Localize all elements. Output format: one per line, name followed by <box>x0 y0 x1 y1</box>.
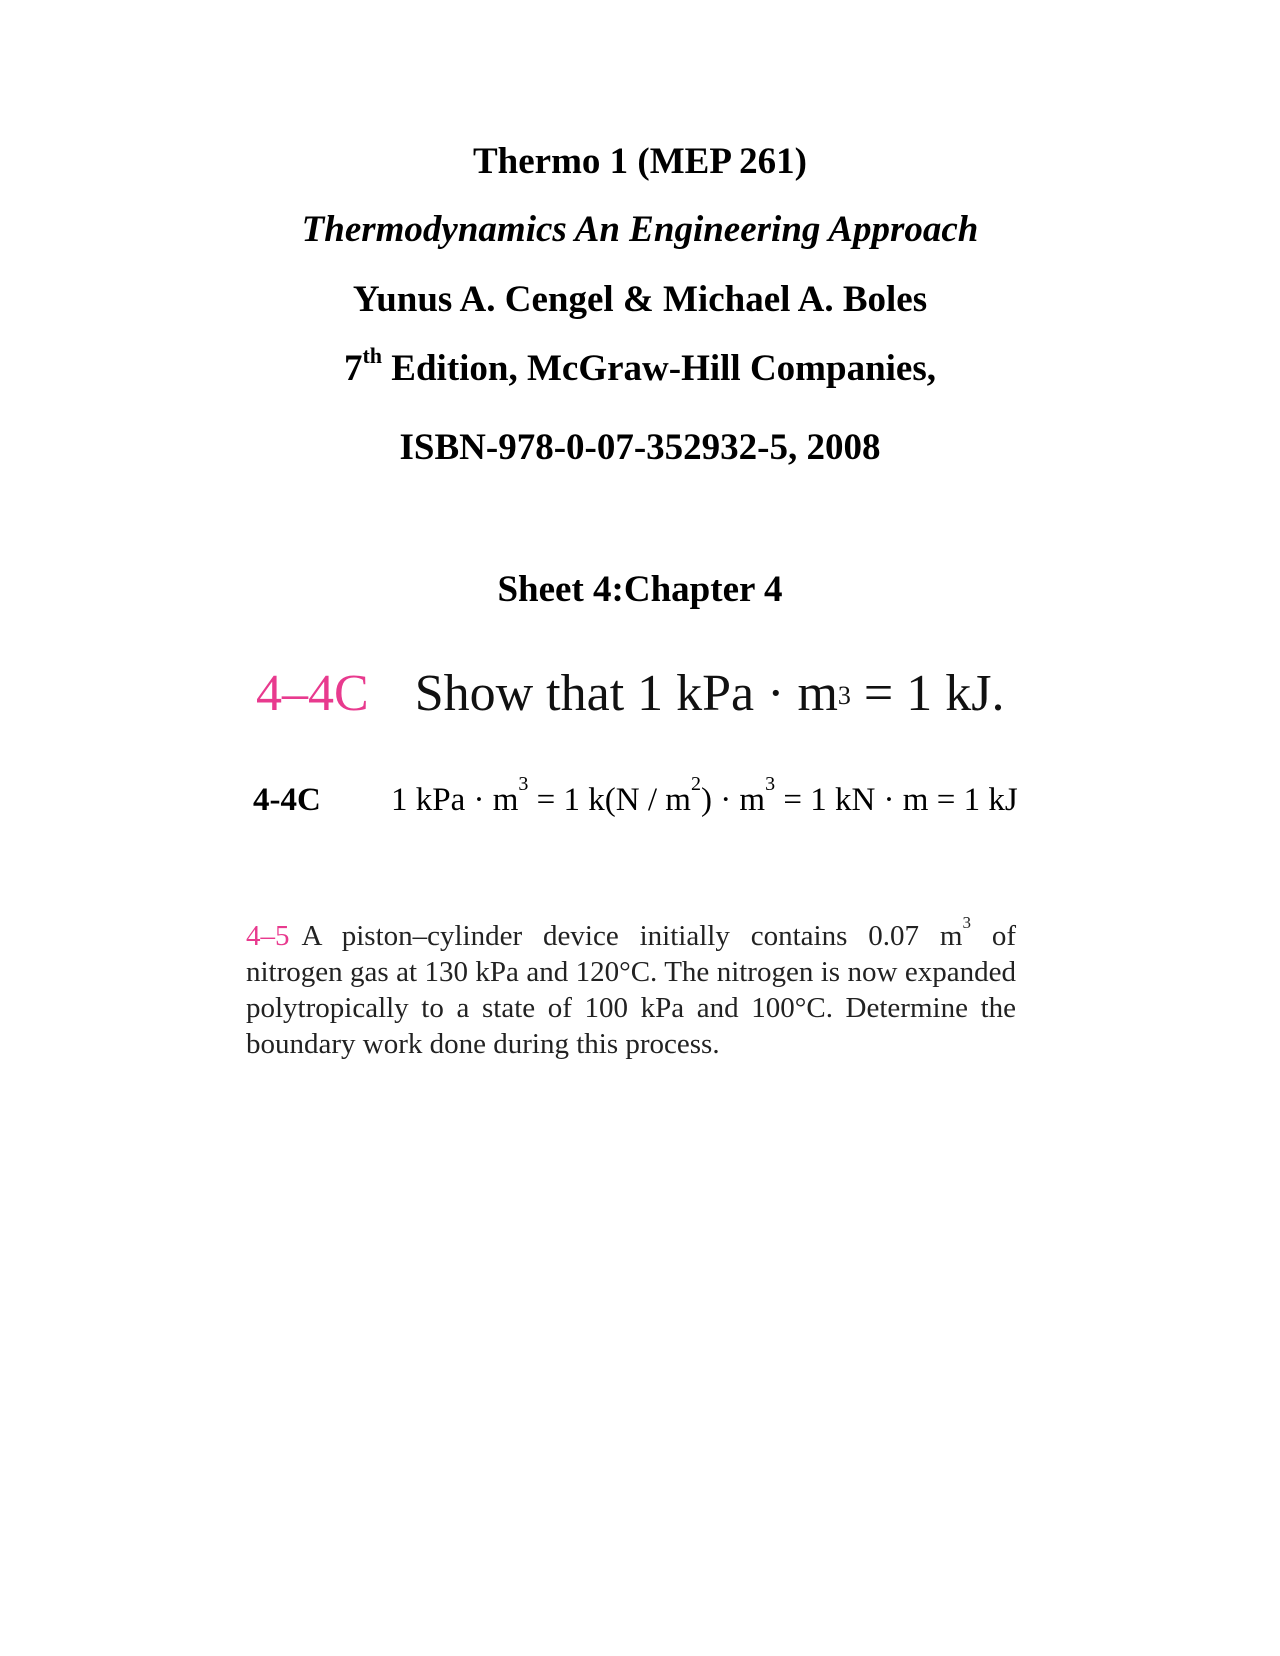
eq-part-4: = 1 kN · m = 1 kJ <box>775 782 1018 818</box>
problem-number: 4–4C <box>256 665 369 722</box>
eq-exp-2: 2 <box>690 773 701 795</box>
edition-publisher: Edition, McGraw-Hill Companies, <box>382 348 937 389</box>
problem-exponent: 3 <box>962 913 971 933</box>
problem-exponent: 3 <box>837 681 851 710</box>
book-edition <box>0 342 1280 391</box>
edition-suffix: th <box>362 342 383 368</box>
eq-exp-3: 3 <box>765 773 776 795</box>
solution-4-4c <box>253 773 1018 822</box>
problem-text-b: = 1 kJ. <box>850 665 1005 722</box>
course-title: Thermo 1 (MEP 261) <box>473 141 807 182</box>
problem-4-4c <box>256 664 1004 724</box>
book-authors: Yunus A. Cengel & Michael A. Boles <box>352 279 928 320</box>
eq-exp-1: 3 <box>518 773 529 795</box>
problem-text-b: of nitrogen gas at 130 kPa and 120°C. The nitrogen is now expanded polytropically to a state of 100 kPa and 100°C. Determine the boundary work done during this process. <box>246 920 1016 1060</box>
problem-text-a: Show that 1 kPa · m <box>414 665 838 722</box>
solution-number: 4-4C <box>253 782 321 818</box>
book-title: Thermodynamics An Engineering Approach <box>301 209 979 250</box>
problem-4-5 <box>246 913 1016 1062</box>
problem-number: 4–5 <box>246 920 290 952</box>
book-isbn: ISBN-978-0-07-352932-5, 2008 <box>399 427 881 468</box>
eq-part-2: = 1 k(N / m <box>528 782 691 818</box>
eq-part-3: ) · m <box>700 782 766 818</box>
solution-equation <box>391 773 1018 818</box>
problem-text-a: A piston–cylinder device initially contains 0.07 m <box>301 920 963 952</box>
sheet-title: Sheet 4:Chapter 4 <box>497 569 783 610</box>
edition-number: 7 <box>343 348 363 389</box>
eq-part-1: 1 kPa · m <box>391 782 519 818</box>
